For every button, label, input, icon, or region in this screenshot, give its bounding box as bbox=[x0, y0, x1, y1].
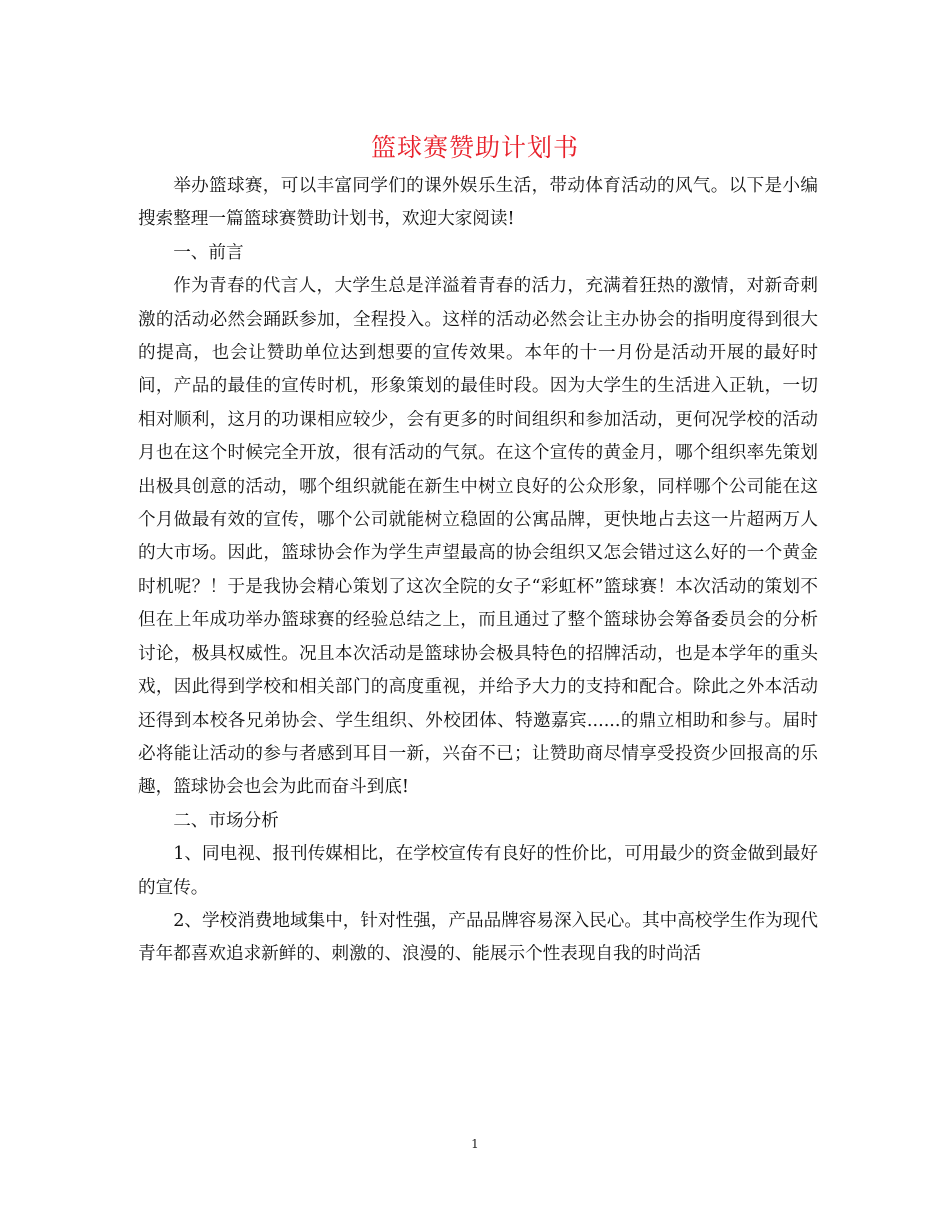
document-title: 篮球赛赞助计划书 bbox=[370, 133, 579, 162]
market-point-2: 2、学校消费地域集中，针对性强，产品品牌容易深入民心。其中高校学生作为现代青年都喜欢追求新鲜的、刺激的、浪漫的、能展示个性表现自我的时尚活 bbox=[138, 910, 818, 965]
section-heading-market-analysis: 二、市场分析 bbox=[173, 810, 279, 831]
document-body bbox=[138, 170, 818, 972]
intro-paragraph: 举办篮球赛，可以丰富同学们的课外娱乐生活，带动体育活动的风气。以下是小编搜索整理一篇篮球赛赞助计划书，欢迎大家阅读! bbox=[138, 176, 818, 230]
market-point-1: 1、同电视、报刊传媒相比，在学校宣传有良好的性价比，可用最少的资金做到最好的宣传。 bbox=[138, 844, 818, 898]
section-heading-preface: 一、前言 bbox=[173, 242, 244, 263]
page-number: 1 bbox=[471, 1137, 479, 1151]
preface-paragraph: 作为青春的代言人，大学生总是洋溢着青春的活力，充满着狂热的激情，对新奇刺激的活动必然会踊跃参加，全程投入。这样的活动必然会让主办协会的指明度得到很大的提高，也会让赞助单位达到想要的宣传效果。本年的十一月份是活动开展的最好时间，产品的最佳的宣传时机，形象策划的最佳时段。因为大学生的生活进入正轨，一切相对顺利，这月的功课相应较少，会有更多的时间组织和参加活动，更何况学校的活动月也在这个时候完全开放，很有活动的气氛。在这个宣传的黄金月，哪个组织率先策划出极具创意的活动，哪个组织就能在新生中树立良好的公众形象，同样哪个公司能在这个月做最有效的宣传，哪个公司就能树立稳固的公寓品牌，更快地占去这一片超两万人的大市场。因此，篮球协会作为学生声望最高的协会组织又怎会错过这么好的一个黄金时机呢？！于是我协会精心策划了这次全院的女子“彩虹杯”篮球赛！本次活动的策划不但在上年成功举办篮球赛的经验总结之上，而且通过了整个篮球协会筹备委员会的分析讨论，极具权威性。况且本次活动是篮球协会极具特色的招牌活动，也是本学年的重头戏，因此得到学校和相关部门的高度重视，并给予大力的支持和配合。除此之外本活动还得到本校各兄弟协会、学生组织、外校团体、特邀嘉宾......的鼎立相助和参与。届时必将能让活动的参与者感到耳目一新，兴奋不已；让赞助商尽情享受投资少回报高的乐趣，篮球协会也会为此而奋斗到底! bbox=[138, 276, 818, 798]
